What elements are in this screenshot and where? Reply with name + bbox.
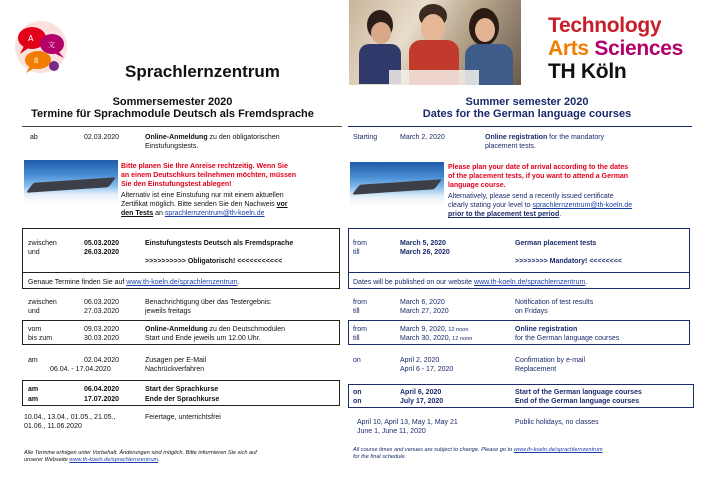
right-r6-d1: April 6, 2020: [400, 389, 442, 396]
left-r4-d2: 30.03.2020: [84, 335, 120, 342]
airplane-wing-image-right: [350, 162, 444, 206]
left-website: [28, 278, 240, 287]
left-test-mandatory: >>>>>>>>>> Obligatorisch! <<<<<<<<<<<: [145, 258, 283, 265]
right-r1-lbl: Starting: [353, 134, 378, 141]
right-r3-t2: on Fridays: [515, 308, 548, 315]
left-website-post: .: [237, 279, 240, 286]
left-r5-t2: Nachrückverfahren: [145, 366, 205, 373]
right-r1-rest: for the mandatory: [547, 134, 605, 141]
right-r4-t2: for the German language courses: [515, 335, 620, 342]
right-r4-d1-noon: 12 noon: [446, 327, 469, 333]
right-r4-lbl2: till: [353, 335, 360, 342]
right-r1-rest2: placement tests.: [485, 143, 536, 150]
left-r6-lbl1: am: [28, 386, 39, 393]
left-notice-6: [121, 209, 265, 218]
left-r4-lbl2: bis zum: [28, 335, 53, 342]
logo-arts-sciences: [548, 37, 683, 61]
left-test-lbl1: zwischen: [28, 240, 57, 247]
right-test-d1: March 5, 2020: [400, 240, 446, 247]
right-r3-d2: March 27, 2020: [400, 308, 449, 315]
left-r4-d1: 09.03.2020: [84, 326, 120, 333]
left-r7-d2: 01.06., 11.06.2020: [24, 423, 82, 430]
left-r1-text: [145, 133, 280, 142]
right-r6-lbl1: on: [353, 389, 362, 396]
left-test-divider: [22, 272, 340, 273]
airplane-wing-image: [24, 160, 118, 204]
right-r1-text: [485, 133, 604, 142]
left-r1-rest2: Einstufungstests.: [145, 143, 199, 150]
right-semester: Summer semester 2020: [465, 96, 589, 108]
right-r4-d2: [400, 334, 472, 344]
left-r5-d1: 02.04.2020: [84, 357, 120, 364]
logo-sciences: Sciences: [594, 37, 684, 60]
right-footnote-1: [353, 447, 603, 454]
right-notice-prior: prior to the placement test period: [448, 211, 560, 218]
left-r7-t1: Feiertage, unterrichtsfrei: [145, 414, 221, 421]
left-r4-t1-rest: zu den Deutschmodulen: [207, 326, 286, 333]
right-footnote-1-text: All course times and venues are subject to change. Please go to: [353, 447, 514, 453]
left-footnote-2-text: unserer Webseite: [24, 457, 70, 463]
right-notice-3: language course.: [448, 182, 506, 189]
left-test-d2: 26.03.2020: [84, 249, 120, 256]
left-r1-bold: Online-Anmeldung: [145, 134, 208, 141]
right-r3-t1: Notification of test results: [515, 299, 594, 306]
center-name: Sprachlernzentrum: [125, 62, 280, 81]
right-r3-lbl2: till: [353, 308, 360, 315]
left-test-lbl2: und: [28, 249, 40, 256]
left-notice-5-text: Zertifikat möglich. Bitte senden Sie den Nachweis: [121, 201, 275, 208]
svg-text:A: A: [28, 34, 34, 43]
right-footnote-link[interactable]: www.th-koeln.de/sprachlernzentrum: [513, 447, 603, 453]
right-website-link[interactable]: www.th-koeln.de/sprachlernzentrum: [474, 279, 586, 286]
right-r4-t1: Online registration: [515, 326, 578, 333]
right-r6-d2: July 17, 2020: [400, 398, 444, 405]
left-r3-t1: Benachrichtigung über das Testergebnis:: [145, 299, 272, 306]
right-r1-bold: Online registration: [485, 134, 548, 141]
svg-text:文: 文: [48, 41, 55, 49]
left-website-link[interactable]: www.th-koeln.de/sprachlernzentrum: [126, 279, 238, 286]
left-r1-rest: zu den obligatorischen: [207, 134, 280, 141]
right-r6-t1: Start of the German language courses: [515, 389, 642, 396]
right-website: [353, 278, 587, 287]
right-notice-1: Please plan your date of arrival according to the dates: [448, 164, 629, 171]
left-r3-d1: 06.03.2020: [84, 299, 120, 306]
right-test-mandatory: >>>>>>>> Mandatory! <<<<<<<<: [515, 258, 623, 265]
right-notice-4: Alternatively, please send a recently issued certificate: [448, 193, 614, 200]
left-subtitle: Termine für Sprachmodule Deutsch als Fremdsprache: [31, 108, 314, 120]
right-notice-post: .: [559, 211, 562, 218]
left-r5-d2: 06.04. - 17.04.2020: [50, 366, 111, 373]
left-r3-lbl2: und: [28, 308, 40, 315]
right-test-lbl1: from: [353, 240, 367, 247]
right-r7-d1: April 10, April 13, May 1, May 21: [357, 419, 458, 426]
left-notice-vor: vor: [276, 201, 288, 208]
right-r5-lbl: on: [353, 357, 361, 364]
left-r6-t1: Start der Sprachkurse: [145, 386, 219, 393]
left-r3-lbl1: zwischen: [28, 299, 57, 306]
right-r3-d1: March 6, 2020: [400, 299, 445, 306]
right-website-post: .: [585, 279, 588, 286]
left-notice-1: Bitte planen Sie Ihre Anreise rechtzeitig. Wenn Sie: [121, 163, 288, 170]
right-notice-5-text: clearly stating your level to: [448, 202, 533, 209]
right-r3-lbl1: from: [353, 299, 367, 306]
right-r4-d2-noon: 12 noon: [450, 336, 473, 342]
left-email-link[interactable]: sprachlernzentrum@th-koeln.de: [164, 210, 265, 217]
left-r6-d2: 17.07.2020: [84, 396, 120, 403]
left-notice-2: an einem Deutschkurs teilnehmen möchten, müssen: [121, 172, 297, 179]
left-r6-d1: 06.04.2020: [84, 386, 120, 393]
left-r6-lbl2: am: [28, 396, 39, 403]
left-r4-t2: Start und Ende jeweils um 12.00 Uhr.: [145, 335, 261, 342]
left-r1-date: 02.03.2020: [84, 134, 120, 141]
logo-th-koeln: TH Köln: [548, 60, 627, 83]
left-notice-an: an: [153, 210, 165, 217]
left-footnote-post: .: [158, 457, 160, 463]
left-test-d1: 05.03.2020: [84, 240, 120, 247]
right-r6-t2: End of the German language courses: [515, 398, 640, 405]
right-test-divider: [348, 272, 690, 273]
right-r6-lbl2: on: [353, 398, 362, 405]
sprachlernzentrum-icon: [10, 16, 72, 78]
left-footnote-2: [24, 457, 160, 464]
right-r4-d2-date: March 30, 2020,: [400, 335, 451, 342]
left-r4-t1-bold: Online-Anmeldung: [145, 326, 208, 333]
right-notice-2: of the placement tests, if you want to attend a German: [448, 173, 629, 180]
right-r7-d2: June 1, June 11, 2020: [357, 428, 426, 435]
left-semester: Sommersemester 2020: [112, 96, 233, 108]
right-r5-t1: Confirmation by e-mail: [515, 357, 586, 364]
svg-text:ß: ß: [34, 57, 39, 65]
right-r5-d1: April 2, 2020: [400, 357, 440, 364]
left-divider-top: [22, 126, 342, 127]
logo-arts: Arts: [548, 37, 589, 60]
left-notice-3: Sie den Einstufungstest ablegen!: [121, 181, 232, 188]
students-photo: [349, 0, 521, 85]
left-footnote-1: Alle Termine erfolgen unter Vorbehalt. Änderungen sind möglich. Bitte informieren Sie sich auf: [24, 450, 257, 456]
right-test-d2: March 26, 2020: [400, 249, 450, 256]
right-r4-d1-date: March 9, 2020,: [400, 326, 447, 333]
left-r6-t2: Ende der Sprachkurse: [145, 396, 220, 403]
left-r4-lbl1: vom: [28, 326, 42, 333]
right-r7-t1: Public holidays, no classes: [515, 419, 599, 426]
logo-technology: Technology: [548, 14, 662, 37]
left-notice-5: [121, 200, 288, 209]
right-test-lbl2: till: [353, 249, 360, 256]
right-test-title: German placement tests: [515, 240, 597, 247]
right-website-pre: Dates will be published on our website: [353, 279, 475, 286]
left-r3-t2: jeweils freitags: [145, 308, 191, 315]
right-r4-lbl1: from: [353, 326, 367, 333]
right-notice-6: [448, 210, 561, 219]
right-divider-top: [348, 126, 692, 127]
right-footnote-2: for the final schedule.: [353, 454, 407, 460]
left-website-pre: Genaue Termine finden Sie auf: [28, 279, 127, 286]
left-r1-label: ab: [30, 134, 38, 141]
left-notice-4: Alternativ ist eine Einstufung nur mit einem aktuellen: [121, 192, 284, 199]
left-r5-lbl: am: [28, 357, 38, 364]
right-r1-date: March 2, 2020: [400, 134, 445, 141]
left-notice-den-tests: den Tests: [121, 210, 154, 217]
left-r5-t1: Zusagen per E-Mail: [145, 357, 207, 364]
right-notice-5: [448, 201, 632, 210]
left-test-title: Einstufungstests Deutsch als Fremdsprache: [145, 240, 294, 247]
left-r3-d2: 27.03.2020: [84, 308, 120, 315]
right-email-link[interactable]: sprachlernzentrum@th-koeln.de: [532, 202, 633, 209]
left-footnote-link[interactable]: www.th-koeln.de/sprachlernzentrum: [69, 457, 159, 463]
right-subtitle: Dates for the German language courses: [422, 108, 632, 120]
right-r5-t2: Replacement: [515, 366, 557, 373]
left-r7-d1: 10.04., 13.04., 01.05., 21.05.,: [24, 414, 116, 421]
right-r5-d2: April 6 - 17, 2020: [400, 366, 454, 373]
left-r4-t1: [145, 325, 285, 334]
